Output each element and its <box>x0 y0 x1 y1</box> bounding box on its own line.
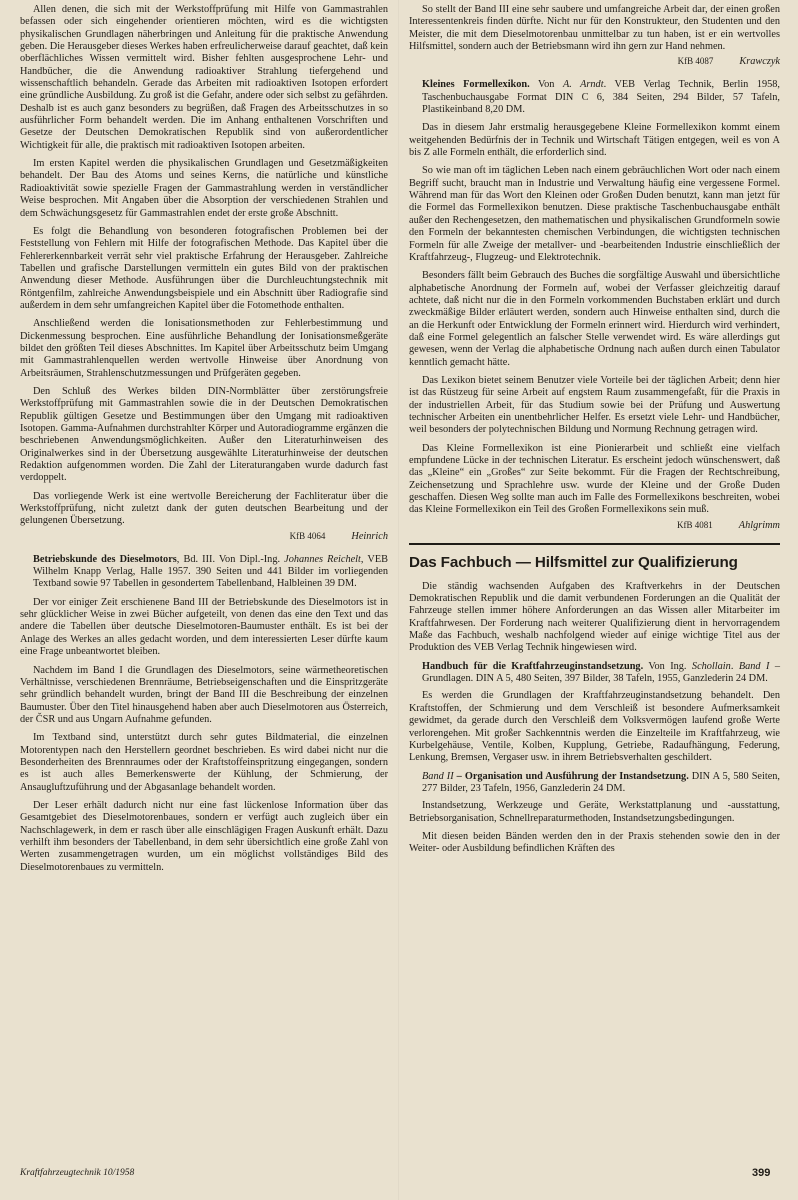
band-title: – Organisation und Ausführung der Instandsetzung. <box>453 770 689 782</box>
paragraph: Das Kleine Formellexikon ist eine Pionierarbeit und schließt eine vielfach empfundene Lücke in der technischen Literatur. Es erscheint jedoch wünschenswert, daß das „Kleine“ ein „Großes“ zur Seite bekommt. Für die Fragen der Rechtschreibung, Zeichensetzung und Sprachlehre usw. wurde der Kleine und der Große Duden geschaffen. Diesen Weg sollte man auch im Falle des Formellexikons beschreiten, wobei das Kleine Formellexikon ein Teil des Großen Formellexikons sein muß. <box>409 442 780 516</box>
paragraph: Es werden die Grundlagen der Kraftfahrzeuginstandsetzung behandelt. Den Kraftstoffen, der Schmierung und dem Verschleiß ist besondere Aufmerksamkeit gewidmet, da gerade durch den Verschleiß dem Volksvermögen laufend große Werte verlorengehen. Mit großer Sachkenntnis werden die Einzelteile im Kraftfahrzeug, wie Kurbelgehäuse, Ventile, Kolben, Kupplung, Getriebe, Radaufhängung, Federung, Lenkung, Bremsen, Vergaser usw. in ihrem Betriebsverhalten geschildert. <box>409 690 780 764</box>
band-label: Band I <box>738 660 770 672</box>
paragraph: Den Schluß des Werkes bilden DIN-Normblätter über zerstörungsfreie Werkstoffprüfung mit Gammastrahlen sowie die in der Deutschen Demokratischen Republik gültigen Gesetze und Bestimmungen über den Umgang mit radioaktiven Isotopen. Gamma-Aufnahmen durchstrahlter Körper und Autoradiogramme ergänzen die beschriebenen Anwendungsmöglichkeiten. Außer den Literaturhinweisen des Originalwerkes sind in der Übersetzung ausgewählte Literaturhinweise der deutschen Redaktion aufgenommen worden. Die Zahl der Literaturangaben wurde dadurch fast verdoppelt. <box>20 385 388 484</box>
review-signature <box>20 531 388 542</box>
review-code: KfB 4081 <box>677 519 713 530</box>
section-fachbuch <box>409 543 780 856</box>
heading-text: , Bd. III. Von Dipl.-Ing. <box>176 553 285 565</box>
band-details: DIN A 5, 580 Seiten, 277 Bilder, 23 Tafeln, 1956, Ganzlederin 24 DM. <box>422 770 781 794</box>
paragraph: Instandsetzung, Werkzeuge und Geräte, Werkstattplanung und -ausstattung, Betriebsorganisation, Schnellreparaturmethoden, Instandsetzungsbedingungen. <box>409 800 780 824</box>
book-author: A. Arndt <box>562 79 604 91</box>
review-author: Heinrich <box>351 530 388 542</box>
right-column <box>409 4 780 862</box>
paragraph: Allen denen, die sich mit der Werkstoffprüfung mit Hilfe von Gammastrahlen befassen oder sich eingehender orientieren möchten, wird es die wichtigsten physikalischen Grundlagen näherbringen und Anleitung für die praktische Anwendung geben. Die Herausgeber dieses Werkes haben erfreulicherweise darauf geachtet, daß kein oberflächliches Wissen vermittelt wird. Bisher fehlten ausgesprochene Lehr- und Handbücher, die die Anwendung radioaktiver Strahlung tiefergehend und wissenschaftlich behandeln. Gerade das Arbeiten mit radioaktiven Isotopen erfordert eine gründliche Ausbildung. Zu groß ist die Gefahr, andere oder sich selbst zu gefährden. Deshalb ist es auch ganz besonders zu begrüßen, daß Fragen des Arbeitsschutzes in so ausführlicher Form behandelt werden. Die im Anhang enthaltenen Vorschriften und Gesetze der Deutschen Demokratischen Republik sind von außerordentlicher Wichtigkeit für alle, die praktisch mit radioaktiven Isotopen arbeiten. <box>20 4 388 151</box>
heading-text: , VEB Wilhelm Knapp Verlag, Halle 1957. 390 Seiten und 441 Bilder im vorliegenden Textband sowie 97 Tabellen in gesondertem Tabellenband, Halbleinen 39 DM. <box>33 553 388 590</box>
review-dieselmotor <box>20 554 388 874</box>
paragraph: Das vorliegende Werk ist eine wertvolle Bereicherung der Fachliteratur über die Werkstoffprüfung, nicht zuletzt dank der guten deutschen Bearbeitung und der gelungenen Übersetzung. <box>20 490 388 527</box>
paragraph: Mit diesen beiden Bänden werden den in der Praxis stehenden sowie den in der Weiter- oder Ausbildung befindlichen Kräften des <box>409 830 780 855</box>
heading-text: Von <box>529 79 563 91</box>
heading-text: . <box>730 660 734 672</box>
review-author: Krawczyk <box>739 56 780 68</box>
review-heading <box>409 79 780 116</box>
paragraph: Es folgt die Behandlung von besonderen fotografischen Problemen bei der Feststellung von Fehlern mit Hilfe der fotografischen Methode. Das Kapitel über die Fehlererkennbarkeit verrät sehr viel praktische Erfahrung der Herausgeber. Zahlreiche Tabellen und grafische Darstellungen vermitteln ein gutes Bild von der praktischen Anwendung dieser Methode. Ausführungen über die Durchleuchtungstechnik mit Röntgenfilm, zahlreiche Anwendungsbeispiele und ein Abschnitt über Radiografie sind außerdem in dem sehr umfangreichen Kapitel über die Fotomethode enthalten. <box>20 225 388 311</box>
paragraph: Das Lexikon bietet seinem Benutzer viele Vorteile bei der täglichen Arbeit; denn hier ist das Rüstzeug für seine Arbeit auf engstem Raum zusammengefaßt, für die Praxis in der industriellen Arbeit, für das Studium sowie bei der Prüfung und Auswertung technischer Arbeiten ein unentbehrlicher Helfer. Es ersetzt viele Lehr- und Handbücher, weil besonders der polytechnischen Bildung und Normung Rechnung getragen wird. <box>409 374 780 436</box>
paragraph: Nachdem im Band I die Grundlagen des Dieselmotors, seine wärmetheoretischen Verhältnisse, verschiedenen Brennräume, Betriebseigenschaften und die Einspritzgeräte sehr gründlich behandelt wurden, bringt der Band III die Beschreibung der einzelnen Baumuster. Über den Titel hinausgehend haben aber auch Dieselmotoren aus Österreich, der ČSR und aus Ungarn Aufnahme gefunden. <box>20 664 388 725</box>
paragraph: Der vor einiger Zeit erschienene Band III der Betriebskunde des Dieselmotors ist in sehr glücklicher Weise in zwei Bücher aufgeteilt, von denen das eine den Text und das andere die Tabellen über deutsche Dieselmotoren-Baumuster enthält. Es ist bei der Anlage des Werkes an alles gedacht worden, und dem interessierten Leser dürfte kaum eine Frage unbeantwortet bleiben. <box>20 596 388 658</box>
paragraph: Der Leser erhält dadurch nicht nur eine fast lückenlose Information über das Gesamtgebiet des Dieselmotorenbaues, sondern er verfügt auch zugleich über ein Nachschlagewerk, in dem er rasch über alle einschlägigen Fragen Auskunft erhält. Dazu verhilft ihm besonders der Tabellenband, in dem sehr übersichtlich eine große Zahl von Werten zusammengetragen wurden, um ein möglichst vollständiges Bild des Dieselmotorenbaues zu vermitteln. <box>20 799 388 873</box>
book-author: Johannes Reichelt <box>284 553 361 565</box>
paragraph: Das in diesem Jahr erstmalig herausgegebene Kleine Formellexikon kommt einem weitgehenden Bedürfnis der in Technik und Wirtschaft Tätigen entgegen, weil es von A bis Z alle Formeln enthält, die erforderlich sind. <box>409 122 780 159</box>
band-heading <box>409 771 780 796</box>
section-intro: Die ständig wachsenden Aufgaben des Kraftverkehrs in der Deutschen Demokratischen Republik und die damit verbundenen Forderungen an die Qualität der Fahrzeuge stellen immer höhere Anforderungen an das Wissen aller Mitarbeiter im Kraftfahrwesen. Der Forderung nach weiterer Qualifizierung dient in hervorragendem Maße das Fachbuch, weshalb nachfolgend wieder auf einige wichtige Titel aus der Produktion des VEB Verlag Technik hingewiesen wird. <box>409 580 780 654</box>
left-column <box>20 4 388 880</box>
heading-text: Von Ing. <box>643 660 692 672</box>
book-title: Betriebskunde des Dieselmotors <box>33 553 177 565</box>
page-number: 399 <box>752 1167 771 1179</box>
book-heading <box>409 661 780 686</box>
heading-text: . VEB Verlag Technik, Berlin 1958, Taschenbuchausgabe Format DIN C 6, 384 Seiten, 294 Bilder, 57 Tafeln, Plastikeinband 8,20 DM. <box>422 79 780 116</box>
review-heading <box>20 554 388 591</box>
band-details: – Grundlagen. DIN A 5, 480 Seiten, 397 Bilder, 38 Tafeln, 1955, Ganzlederin 24 DM. <box>422 660 780 685</box>
paragraph: Im ersten Kapitel werden die physikalischen Grundlagen und Gesetzmäßigkeiten behandelt. Der Bau des Atoms und seines Kerns, die natürliche und künstliche Radioaktivität sowie spezielle Fragen der Gammastrahlung werden in verständlicher Weise besprochen. Mit Angaben über die Absorption der verschiedenen Strahlen und dem Schwächungsgesetz für Gammastrahlen endet der erste große Abschnitt. <box>20 158 388 219</box>
journal-footer: Kraftfahrzeugtechnik 10/1958 <box>20 1168 135 1178</box>
paragraph: Besonders fällt beim Gebrauch des Buches die sorgfältige Auswahl und übersichtliche alphabetische Anordnung der Formeln auf, wobei der Verfasser gleichzeitig darauf achtete, daß nicht nur die in den Formeln vorkommenden Buchstaben erklärt und durch zweckmäßige Bilder erläutert werden, sondern auch Hinweise enthalten sind, durch die an die Herkunft oder Entwicklung der Formeln erinnert wird. Hierdurch wird verhindert, daß eine Formel gelegentlich an falscher Stelle verwendet wird. Es wäre allerdings gut gewesen, wenn der Verlag die alphabetische Ordnung nach außen durch einen Tabulator kenntlich gemacht hätte. <box>409 270 780 368</box>
review-author: Ahlgrimm <box>738 519 780 531</box>
review-formellexikon <box>409 79 780 530</box>
book-author: Schollain <box>691 660 731 672</box>
review-code: KfB 4087 <box>677 56 714 67</box>
paragraph: So stellt der Band III eine sehr saubere und umfangreiche Arbeit dar, der einen großen Interessentenkreis finden dürfte. Nicht nur für den Konstrukteur, den Studenten und den Meister, die mit dem Dieselmotorenbau unmittelbar zu tun haben, ist er ein wertvolles Hilfsmittel, sondern auch der Betriebsmann wird ihn gern zur Hand nehmen. <box>409 4 780 53</box>
paragraph: Anschließend werden die Ionisationsmethoden zur Fehlerbestimmung und Dickenmessung besprochen. Eine ausführliche Behandlung der Ionisationsmeßgeräte bildet den größten Teil dieses Abschnittes. Im Kapitel über Arbeitsschutz beim Umgang mit Gammastrahlenquellen werden wertvolle Hinweise über Anordnung von Arbeitsräumen, Strahlenschutzmessungen und Prüfgeräten gegeben. <box>20 318 388 379</box>
band-label: Band II <box>422 770 454 782</box>
book-title: Kleines Formellexikon. <box>422 79 530 91</box>
book-title: Handbuch für die Kraftfahrzeuginstandsetzung. <box>422 660 644 672</box>
paragraph: Im Textband sind, unterstützt durch sehr gutes Bildmaterial, die einzelnen Motorentypen nach den Herstellern geordnet beschrieben. Es wird dabei nicht nur die Besonderheiten des Brennraumes oder der Kraftstoffeinspritzung eingegangen, sondern es ist auch alles Bemerkenswerte der Kühlung, der Schmierung, der Ansaugluftzuführung und der Abgasanlage behandelt worden. <box>20 732 388 793</box>
review-gammastrahlen <box>20 4 388 542</box>
review-dieselmotor-continued <box>409 4 780 67</box>
review-signature <box>409 56 780 67</box>
section-title: Das Fachbuch — Hilfsmittel zur Qualifizierung <box>409 543 780 573</box>
review-code: KfB 4064 <box>289 530 326 541</box>
review-signature <box>409 520 780 531</box>
paragraph: So wie man oft im täglichen Leben nach einem gebräuchlichen Wort oder nach einem Begriff sucht, braucht man in Industrie und Verwaltung häufig eine vergessene Formel. Während man für das Wort den Kleinen oder Großen Duden benutzt, kann man jetzt für die Formel das Formellexikon benutzen. Diese praktische Taschenbuchausgabe enthält außer den Rechengesetzen, den mathematischen und physikalischen Grundformeln sowie den Formeln der bekanntesten chemischen Verbindungen, die wichtigsten technischen Formeln für alle Zweige der metallver- und -bearbeitenden Industrie einschließlich der Kraftfahrzeug-, Flugzeug- und Elektrotechnik. <box>409 165 780 263</box>
